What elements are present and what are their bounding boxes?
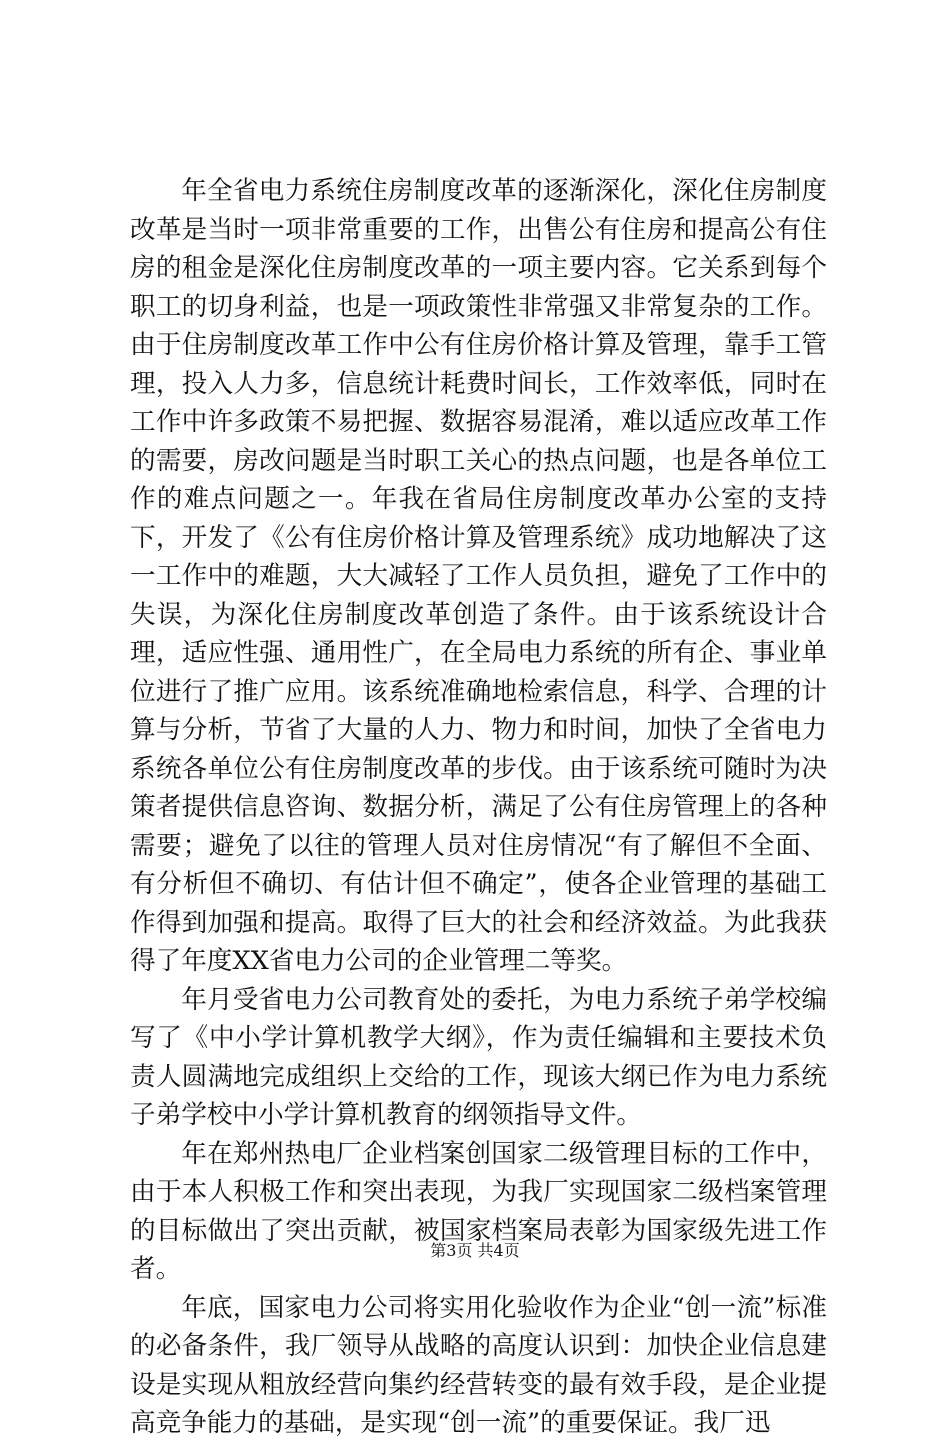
paragraph-housing-reform: 年全省电力系统住房制度改革的逐渐深化，深化住房制度改革是当时一项非常重要的工作，出售公有住房和提高公有住房的租金是深化住房制度改革的一项主要内容。它关系到每个职工的切身利益，也是一项政策性非常强又非常复杂的工作。由于住房制度改革工作中公有住房价格计算及管理，靠手工管理，投入人力多，信息统计耗费时间长，工作效率低，同时在工作中许多政策不易把握、数据容易混淆，难以适应改革工作的需要，房改问题是当时职工关心的热点问题，也是各单位工作的难点问题之一。年我在省局住房制度改革办公室的支持下，开发了《公有住房价格计算及管理系统》成功地解决了这一工作中的难题，大大减轻了工作人员负担，避免了工作中的失误，为深化住房制度改革创造了条件。由于该系统设计合理，适应性强、通用性广，在全局电力系统的所有企、事业单位进行了推广应用。该系统准确地检索信息，科学、合理的计算与分析，节省了大量的人力、物力和时间，加快了全省电力系统各单位公有住房制度改革的步伐。由于该系统可随时为决策者提供信息咨询、数据分析，满足了公有住房管理上的各种需要；避免了以往的管理人员对住房情况“有了解但不全面、有分析但不确切、有估计但不确定”，使各企业管理的基础工作得到加强和提高。取得了巨大的社会和经济效益。为此我获得了年度XX省电力公司的企业管理二等奖。	[130, 176, 827, 976]
page-number: 第3页 共4页	[430, 1241, 520, 1260]
page-footer	[0, 1240, 950, 1262]
paragraph-archive-management: 年在郑州热电厂企业档案创国家二级管理目标的工作中，由于本人积极工作和突出表现，为我厂实现国家二级档案管理的目标做出了突出贡献，被国家档案局表彰为国家级先进工作者。	[130, 1138, 827, 1284]
paragraph-information-construction: 年底，国家电力公司将实用化验收作为企业“创一流”标准的必备条件，我厂领导从战略的高度认识到：加快企业信息建设是实现从粗放经营向集约经营转变的最有效手段，是企业提高竞争能力的基础，是实现“创一流”的重要保证。我厂迅	[130, 1292, 827, 1438]
paragraph-computer-syllabus: 年月受省电力公司教育处的委托，为电力系统子弟学校编写了《中小学计算机教学大纲》，作为责任编辑和主要技术负责人圆满地完成组织上交给的工作，现该大纲已作为电力系统子弟学校中小学计算机教育的纲领指导文件。	[130, 984, 827, 1130]
